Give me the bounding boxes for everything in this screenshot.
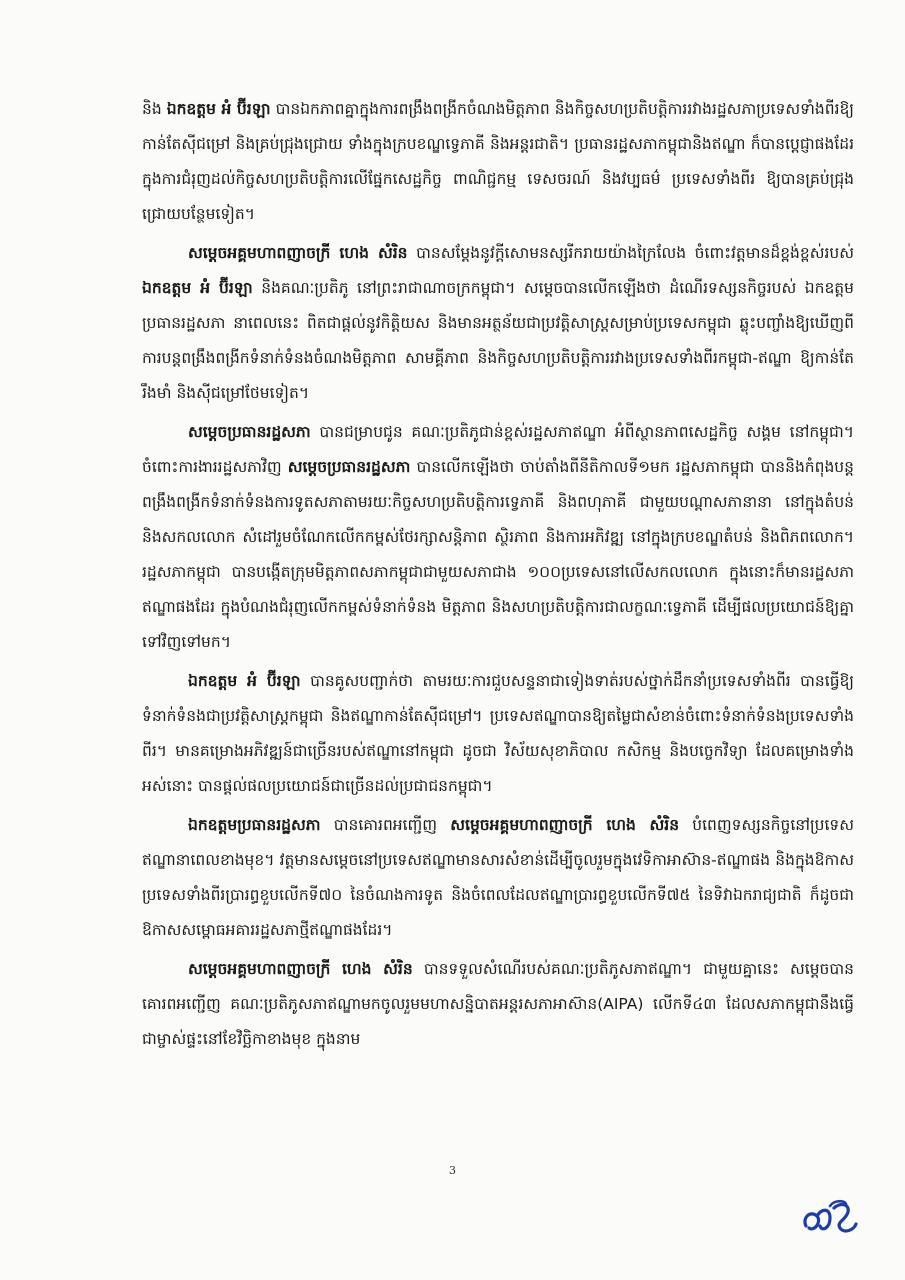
bold-name: សម្តេចប្រធានរដ្ឋសភា [188,423,311,441]
bold-name: ឯកឧត្តម អំ ប៊ីរឡា [188,672,301,690]
bold-name: សម្តេចប្រធានរដ្ឋសភា [287,458,411,476]
bold-name: ឯកឧត្តមប្រធានរដ្ឋសភា [188,816,321,834]
text-segment: បានទទួលសំណើរបស់គណៈប្រតិភូសភាឥណ្ឌា។ ជាមួយគ្នានេះ សម្តេចបានគោរពអញ្ជើញ គណៈប្រតិភូសភាឥណ្ឌាមកចូលរួមមហាសន្និបាតអន្តរសភាអាស៊ាន(AIPA) លើកទី៤៣ ដែលសភាកម្ពុជានឹងធ្វើជាម្ចាស់ផ្ទះនៅខែវិច្ឆិកាខាងមុខ ក្នុងនាម [142,960,854,1048]
handwritten-page-mark [800,1198,862,1238]
paragraph [142,415,854,660]
text-segment: បានគោរពអញ្ជើញ [320,816,451,834]
document-body [142,92,854,1061]
bold-name: សម្តេចអគ្គមហាពញាចក្រី ហេង សំរិន [450,816,680,834]
text-segment: បានលើកឡើងថា ចាប់តាំងពីនីតិកាលទី១មក រដ្ឋសភាកម្ពុជា បាននិងកំពុងបន្តពង្រឹងពង្រីកទំនាក់ទំនងការទូតសភាតាមរយៈកិច្ចសហប្រតិបត្តិការទ្វេភាគី និងពហុភាគី ជាមួយបណ្តាសភានានា នៅក្នុងតំបន់ និងសកលលោក សំដៅរួមចំណែកលើកកម្ពស់ថែរក្សាសន្តិភាព ស្ថិរភាព និងការអភិវឌ្ឍ នៅក្នុងក្របខណ្ឌតំបន់ និងពិភពលោក។ រដ្ឋសភាកម្ពុជា បានបង្កើតក្រុមមិត្តភាពសភាកម្ពុជាជាមួយសភាជាង ១០០ប្រទេសនៅលើសកលលោក ក្នុងនោះក៏មានរដ្ឋសភាឥណ្ឌាផងដែរ ក្នុងបំណងជំរុញលើកកម្ពស់ទំនាក់ទំនង មិត្តភាព និងសហប្រតិបត្តិការជាលក្ខណៈទ្វេភាគី ដើម្បីផលប្រយោជន៍ឱ្យគ្នាទៅវិញទៅមក។ [142,458,854,651]
bold-name: ឯកឧត្តម អំ ប៊ីរឡា [142,279,253,297]
text-segment: និងគណៈប្រតិភូ នៅព្រះរាជាណាចក្រកម្ពុជា។ សម្តេចបានលើកឡើងថា ដំណើរទស្សនកិច្ចរបស់ ឯកឧត្តមប្រធានរដ្ឋសភា នាពេលនេះ ពិតជាផ្តល់នូវកិត្តិយស និងមានអត្ថន័យជាប្រវត្តិសាស្ត្រសម្រាប់ប្រទេសកម្ពុជា ឆ្លុះបញ្ចាំងឱ្យឃើញពីការបន្តពង្រឹងពង្រីកទំនាក់ទំនងចំណងមិត្តភាព សាមគ្គីភាព និងកិច្ចសហប្រតិបត្តិការរវាងប្រទេសទាំងពីរកម្ពុជា-ឥណ្ឌា ឱ្យកាន់តែរឹងមាំ និងស៊ីជម្រៅថែមទៀត។ [142,279,854,402]
bold-name: សម្តេចអគ្គមហាពញាចក្រី ហេង សំរិន [188,960,413,978]
text-segment: បានសម្តែងនូវក្តីសោមនស្សរីករាយយ៉ាងក្រៃលែង ចំពោះវត្តមានដ៏ខ្ពង់ខ្ពស់របស់ [407,244,854,262]
text-segment: បានគូសបញ្ជាក់ថា តាមរយៈការជួបសន្ទនាជាទៀងទាត់របស់ថ្នាក់ដឹកនាំប្រទេសទាំងពីរ បានធ្វើឱ្យទំនាក់ទំនងជាប្រវត្តិសាស្ត្រកម្ពុជា និងឥណ្ឌាកាន់តែស៊ីជម្រៅ។ ប្រទេសឥណ្ឌាបានឱ្យតម្លៃជាសំខាន់ចំពោះទំនាក់ទំនងប្រទេសទាំងពីរ។ មានគម្រោងអភិវឌ្ឍន៍ជាច្រើនរបស់ឥណ្ឌានៅកម្ពុជា ដូចជា វិស័យសុខាភិបាល កសិកម្ម និងបច្ចេកវិទ្យា ដែលគម្រោងទាំងអស់នោះ បានផ្តល់ផលប្រយោជន៍ជាច្រើនដល់ប្រជាជនកម្ពុជា។ [142,672,854,795]
text-segment: និង [142,100,167,118]
page-number: 3 [449,1164,456,1177]
paragraph [142,952,854,1057]
paragraph [142,664,854,804]
text-segment: បានឯកភាពគ្នាក្នុងការពង្រឹងពង្រីកចំណងមិត្តភាព និងកិច្ចសហប្រតិបត្តិការរវាងរដ្ឋសភាប្រទេសទាំងពីរឱ្យកាន់តែស៊ីជម្រៅ និងគ្រប់ជ្រុងជ្រោយ ទាំងក្នុងក្របខណ្ឌទ្វេភាគី និងអន្តរជាតិ។ ប្រធានរដ្ឋសភាកម្ពុជានិងឥណ្ឌា ក៏បានប្តេជ្ញាផងដែរ ក្នុងការជំរុញដល់កិច្ចសហប្រតិបត្តិការលើផ្នែកសេដ្ឋកិច្ច ពាណិជ្ជកម្ម ទេសចរណ៍ និងវប្បធម៌ ប្រទេសទាំងពីរ ឱ្យបានគ្រប់ជ្រុងជ្រោយបន្ថែមទៀត។ [142,100,854,223]
bold-name: សម្តេចអគ្គមហាពញាចក្រី ហេង សំរិន [188,244,408,262]
text-segment: បានជម្រាបជូន គណៈប្រតិភូជាន់ខ្ពស់រដ្ឋសភាឥណ្ឌា អំពីស្ថានភាពសេដ្ឋកិច្ច សង្គម នៅកម្ពុជា។ ចំពោះការងាររដ្ឋសភាវិញ [142,423,854,476]
paragraph [142,808,854,948]
text-segment: បំពេញទស្សនកិច្ចនៅប្រទេសឥណ្ឌានាពេលខាងមុខ។ វត្តមានសម្តេចនៅប្រទេសឥណ្ឌាមានសារសំខាន់ដើម្បីចូលរួមក្នុងវេទិកាអាស៊ាន-ឥណ្ឌាផង និងក្នុងឱកាសប្រទេសទាំងពីរប្រារព្ធខួបលើកទី៧០ នៃចំណងការទូត និងចំពេលដែលឥណ្ឌាប្រារព្ធខួបលើកទី៧៥ នៃទិវាឯករាជ្យជាតិ ក៏ដូចជាឱកាសសម្ពោធអគាររដ្ឋសភាថ្មីឥណ្ឌាផងដែរ។ [142,816,854,939]
paragraph [142,92,854,232]
bold-name: ឯកឧត្តម អំ ប៊ីរឡា [166,100,271,118]
paragraph [142,236,854,411]
